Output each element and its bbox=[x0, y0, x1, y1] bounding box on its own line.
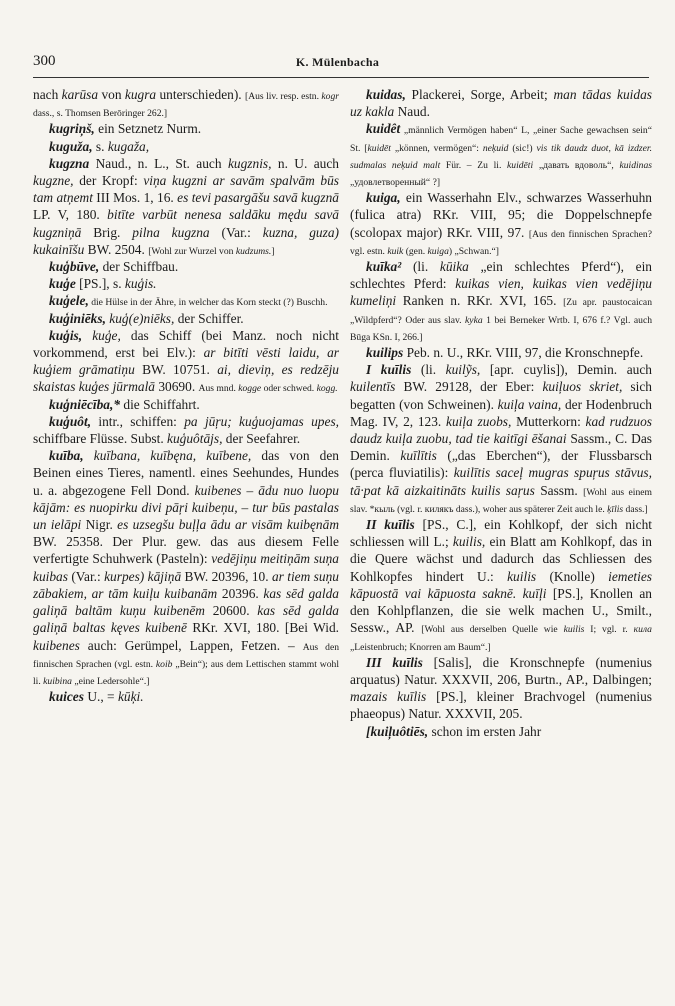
entry-text: [PS.], s. bbox=[75, 276, 125, 292]
dictionary-entry bbox=[350, 723, 652, 740]
entry-text: schiffbare Flüsse. Subst. bbox=[33, 431, 168, 447]
entry-text: schon im ersten Jahr bbox=[428, 723, 542, 739]
entry-text: kuģuôtājs, bbox=[167, 431, 223, 447]
entry-text: die Schiffahrt. bbox=[120, 396, 200, 412]
entry-text: Für. ‒ Zu li. bbox=[440, 159, 508, 171]
dictionary-entry bbox=[33, 258, 339, 275]
header-rule bbox=[33, 77, 649, 78]
entry-text: kuilītis saceļ mugras spuŗus stāvus, tā·pat kā aizkaitināts kuilis saŗus bbox=[350, 465, 652, 498]
entry-text: „eine Ledersohle“.] bbox=[71, 675, 150, 687]
entry-text: RKr. XVI, 180. [Bei Wid. bbox=[186, 620, 339, 636]
entry-text: iemeties kāpuostā vai kāpuosta saknē. kuīļi bbox=[350, 568, 652, 601]
entry-text: unterschieden). bbox=[156, 87, 246, 102]
entry-text: viņa kugzni ar savām spalvām būs tam atņemt bbox=[33, 173, 339, 206]
dictionary-entry bbox=[33, 310, 339, 327]
entry-text: [Aus den finnischen Sprachen? vgl. estn. bbox=[350, 228, 652, 257]
entry-headword: kuģiniēks, bbox=[49, 310, 106, 326]
entry-text: (gen. bbox=[403, 245, 428, 257]
entry-text: kuiga bbox=[427, 245, 449, 257]
entry-headword: kuģuôt, bbox=[49, 413, 92, 429]
entry-text: kuzna, guza) bbox=[262, 224, 339, 240]
entry-text: ein Wasserhahn Elv., schwarzes Wasserhuhn (fulica atra) RKr. VIII, 95; die Doppelschnepfe (scolopax major) RKr. VIII, 97. bbox=[350, 190, 652, 240]
entry-text: [Wohl aus derselben Quelle wie bbox=[421, 624, 564, 636]
entry-text: BW. 20396, 10. bbox=[181, 568, 272, 584]
entry-text: der Schiffer. bbox=[174, 310, 244, 326]
entry-headword: kugriņš, bbox=[49, 121, 95, 137]
entry-text: кила bbox=[633, 624, 652, 636]
entry-text: ai, dieviņ, es redzēju skaistas kuģes jūrmalā bbox=[33, 362, 339, 395]
entry-text: mazais kuīlis bbox=[350, 689, 427, 705]
entry-text: „давать вдоволь“, bbox=[533, 159, 620, 171]
entry-text: kājiņā bbox=[147, 568, 182, 584]
entry-headword: kuģis, bbox=[49, 327, 83, 343]
entry-text: kukainīšu bbox=[33, 241, 85, 257]
entry-text: „Bein“); aus dem Lettischen stammt wohl li. bbox=[33, 658, 339, 687]
entry-text: vedējiņu meitiņām suņa kuibas bbox=[33, 551, 339, 584]
entry-text: kuikas vien, kuikas vien vedējiņu kumeliņi bbox=[350, 276, 652, 309]
entry-text: koib bbox=[155, 658, 173, 670]
entry-text: kugra bbox=[124, 87, 157, 102]
entry-text: [PS.], Knollen an den Kohlpflanzen, die sie welk machen U., Smilt., Sessw., AP. bbox=[350, 585, 652, 636]
entry-text: s. bbox=[92, 138, 108, 154]
entry-text: der Kropf: bbox=[73, 173, 144, 189]
entry-headword: kugzna bbox=[49, 155, 90, 171]
entry-text: kas sēd galda galiņā baltām kuņu kuibenēm bbox=[33, 585, 339, 619]
entry-text: kas sēd galda galiņā baltas kęves kuibenē bbox=[33, 603, 339, 636]
entry-text: kuibina bbox=[43, 675, 72, 687]
entry-headword: kuilips bbox=[366, 345, 404, 361]
entry-headword: kuģele, bbox=[49, 293, 89, 309]
entry-text: ķīlis bbox=[607, 503, 624, 515]
entry-text: Peb. n. U., RKr. VIII, 97, die Kronschnepfe. bbox=[403, 345, 644, 361]
entry-text: kuībana, kuībęna, kuībene, bbox=[93, 448, 252, 464]
entry-text: von bbox=[98, 87, 125, 102]
entry-text: [Wohl aus einem slav. *кыль (vgl. r. килякъ dass.), woher aus späterer Zeit auch le. bbox=[350, 486, 652, 515]
entry-text: ein Setznetz Nurm. bbox=[94, 121, 202, 137]
right-column bbox=[350, 86, 652, 740]
entry-text: Ranken n. RKr. XVI, 165. bbox=[396, 293, 564, 309]
entry-text: oder schwed. bbox=[261, 383, 317, 395]
entry-text: kūika bbox=[439, 259, 469, 275]
entry-text: BW. 10751. bbox=[134, 362, 218, 378]
entry-text: kugzne, bbox=[33, 173, 74, 189]
entry-text: die Hülse in der Ähre, in welcher das Korn steckt (?) Buschh. bbox=[88, 297, 328, 309]
dictionary-entry bbox=[350, 120, 652, 189]
entry-text: ein Blatt am Kohlkopf, das in die Quere wächst und dadurch das Schliessen des Kohlkopfes hindert U.: bbox=[350, 534, 653, 584]
dictionary-entry bbox=[33, 292, 339, 309]
entry-text: kugznis, bbox=[227, 155, 272, 171]
entry-text: 30690. bbox=[155, 379, 199, 395]
entry-text: der Hodenbruch Mag. IV, 2, 123. bbox=[350, 396, 652, 429]
entry-text: kuiļuos skriet, bbox=[542, 379, 623, 395]
entry-headword: kuidas, bbox=[366, 87, 406, 102]
entry-text: ) „Schwan.“] bbox=[448, 245, 499, 257]
dictionary-entry bbox=[33, 396, 339, 413]
entry-text: das Schiff (bei Manz. noch nicht vorkommend, erst bei Elv.): bbox=[33, 327, 339, 361]
dictionary-entry bbox=[33, 413, 339, 447]
entry-headword: kuguža, bbox=[49, 138, 93, 154]
entry-text: [Aus liv. resp. estn. bbox=[245, 91, 322, 102]
entry-text: dass.] bbox=[623, 503, 648, 515]
entry-headword: kuģe bbox=[49, 276, 76, 292]
entry-text: „ein schlechtes Pferd“), ein schlechtes Pferd: bbox=[350, 259, 652, 292]
dictionary-entry bbox=[33, 327, 339, 396]
dictionary-entry bbox=[350, 654, 652, 723]
entry-text: nach bbox=[33, 87, 62, 102]
entry-text: kuilis, bbox=[452, 534, 486, 550]
entry-text: das von den Beinen eines Tieres, namentl. eines Seehundes, Hundes u. a. abgezogene Fell Dond. bbox=[33, 448, 339, 498]
entry-headword: [kuiļuôtiēs, bbox=[366, 723, 429, 739]
entry-text: („das Eberchen“), der Flussbarsch (perca fluviatilis): bbox=[350, 448, 653, 481]
entry-headword: I kuīlis bbox=[366, 362, 412, 378]
dictionary-entry bbox=[33, 120, 339, 137]
entry-text: [Zu apr. paustocaican „Wildpferd“? Oder aus slav. bbox=[350, 297, 652, 326]
entry-text: kuīlītis bbox=[400, 448, 437, 464]
left-column bbox=[33, 86, 339, 705]
entry-text: auch: Gerümpel, Lappen, Fetzen. ‒ bbox=[79, 637, 303, 653]
entry-text: dass., s. Thomsen Berōringer 262.] bbox=[33, 108, 168, 120]
entry-text: „Leistenbruch; Knorren am Baum“.] bbox=[350, 641, 491, 653]
entry-text: kūķi. bbox=[117, 689, 144, 705]
entry-text: Brig. bbox=[81, 224, 133, 240]
entry-text: man tādas kuidas uz kakla bbox=[350, 87, 652, 120]
entry-text: der Seefahrer. bbox=[222, 431, 301, 447]
entry-headword: II kuīlis bbox=[366, 517, 415, 533]
entry-text: (Var.: bbox=[67, 568, 105, 584]
entry-text: kuik bbox=[387, 245, 404, 257]
entry-text: pa jūŗu; kuģuojamas upes, bbox=[184, 413, 339, 429]
entry-headword: kuība, bbox=[49, 448, 84, 464]
entry-headword: kuīka² bbox=[366, 259, 402, 275]
entry-text: U., = bbox=[83, 689, 118, 705]
entry-text: kuģ(e)niēks, bbox=[109, 310, 175, 326]
entry-text: ar tiem suņu zābakiem, ar tām kuiļu kuibanām bbox=[33, 568, 339, 601]
entry-text: bitīte varbūt nenesa saldāku mędu savā kugzniņā bbox=[33, 207, 339, 240]
entry-headword: kuiga, bbox=[366, 190, 401, 206]
entry-text: Mutterkorn: bbox=[511, 413, 586, 429]
entry-text: n. U. auch bbox=[271, 155, 339, 171]
entry-text: I; vgl. r. bbox=[584, 624, 634, 636]
entry-text: es uzsegšu buļļa ādu ar visām kuibęnām bbox=[117, 517, 339, 533]
page-number: 300 bbox=[33, 53, 56, 69]
entry-text: [PS.], kleiner Brachvogel (numenius phaeopus) Natur. XXXVII, 205. bbox=[350, 689, 652, 722]
entry-headword: III kuīlis bbox=[366, 654, 423, 670]
entry-text: kuiļa vaina, bbox=[497, 396, 562, 412]
entry-text: [PS., C.], ein Kohlkopf, der sich nicht schliessen will L.; bbox=[350, 517, 652, 550]
dictionary-entry bbox=[33, 155, 339, 258]
dictionary-entry bbox=[350, 361, 652, 516]
entry-text: kuilentīs bbox=[350, 379, 396, 395]
entry-headword: kuices bbox=[49, 689, 84, 705]
entry-text: kuilỹs, bbox=[445, 362, 481, 378]
entry-text: kudzums. bbox=[235, 245, 272, 257]
entry-headword: kuģbūve, bbox=[49, 259, 100, 275]
entry-text bbox=[84, 448, 94, 463]
dictionary-entry bbox=[350, 189, 652, 258]
dictionary-entry bbox=[350, 258, 652, 344]
entry-text: kuiļa zuobs, bbox=[446, 413, 512, 429]
entry-text: (Knolle) bbox=[536, 568, 609, 584]
dictionary-entry bbox=[33, 275, 339, 292]
running-head: K. Mülenbacha bbox=[295, 55, 380, 69]
entry-text: (li. bbox=[401, 259, 440, 275]
entry-headword: kuģniēcība,* bbox=[49, 396, 121, 412]
entry-text: kyka bbox=[465, 314, 483, 326]
entry-text: kad rudzuos daudz kuiļa zuobu, tad tie kaitīgi ēšanai bbox=[350, 413, 653, 447]
entry-text: kuģe, bbox=[92, 327, 121, 343]
entry-text: kuibenes ‒ ādu nuo luopu kājām: es nuopirku divi pāŗi kuibeņu, ‒ tur būs pastalas un ielāpi bbox=[33, 482, 339, 533]
entry-text: 20396. bbox=[217, 585, 264, 601]
entry-text: Sassm. bbox=[534, 482, 584, 498]
dictionary-entry bbox=[350, 344, 652, 361]
entry-text: kuģis. bbox=[124, 276, 157, 292]
entry-text: [apr. cuylis]), Demin. auch bbox=[480, 362, 652, 378]
entry-headword: kuidêt bbox=[366, 121, 401, 137]
entry-text: „männlich Vermögen haben“ L, „einer Sache gewachsen sein“ St. [ bbox=[350, 125, 652, 154]
entry-text: LP. V, 180. bbox=[33, 207, 108, 223]
entry-text: (Var.: bbox=[209, 224, 263, 240]
entry-text: Aus den finnischen Sprachen (vgl. estn. bbox=[33, 641, 339, 670]
entry-text: karūsa bbox=[61, 87, 99, 102]
entry-text bbox=[82, 328, 92, 343]
entry-text: kogge bbox=[238, 383, 262, 395]
entry-text: es tevi pasargāšu savā kugznā bbox=[177, 190, 339, 206]
entry-text: BW. 29128, der Eber: bbox=[395, 379, 543, 395]
entry-text: Plackerei, Sorge, Arbeit; bbox=[405, 87, 554, 102]
entry-text: [Salis], die Kronschnepfe (numenius arquatus) Natur. XXXVII, 206, Burtn., AP., Dalbingen; bbox=[350, 654, 652, 687]
entry-text: vis tik daudz duot, kā izdzer. sudmalas neķuid malt bbox=[350, 142, 652, 171]
entry-text: neķuid bbox=[482, 142, 509, 154]
entry-text: Aus mnd. bbox=[198, 383, 239, 395]
dictionary-entry bbox=[33, 86, 339, 120]
entry-text: intr., schiffen: bbox=[91, 413, 185, 429]
entry-text: kuilis bbox=[563, 624, 585, 636]
entry-text: kugaža, bbox=[107, 138, 150, 154]
dictionary-entry bbox=[350, 516, 652, 654]
dictionary-entry bbox=[33, 138, 339, 155]
entry-text: 1 bei Berneker Wrtb. I, 676 f.? Vgl. auch Būga KSn. I, 266.] bbox=[350, 314, 652, 343]
entry-text: pilna kugzna bbox=[132, 224, 210, 240]
entry-text: [Wohl zur Wurzel von bbox=[148, 245, 236, 257]
entry-text: (sic!) bbox=[508, 142, 537, 154]
entry-text: „удовлетворенный“ ?] bbox=[350, 177, 441, 189]
entry-text: BW. 2504. bbox=[84, 241, 149, 257]
entry-text: ] bbox=[271, 245, 275, 257]
entry-text: kogr bbox=[321, 91, 340, 102]
entry-text: kuibenes bbox=[33, 637, 80, 653]
entry-text: kogg. bbox=[316, 383, 338, 395]
entry-text: 20600. bbox=[204, 603, 258, 619]
dictionary-entry bbox=[350, 86, 652, 120]
entry-text: Naud. bbox=[394, 104, 430, 120]
dictionary-entry bbox=[33, 688, 339, 705]
dictionary-entry bbox=[33, 447, 339, 688]
entry-text: kuidēti bbox=[507, 159, 534, 171]
entry-text: kuilis bbox=[507, 568, 537, 584]
entry-text: III Mos. 1, 16. bbox=[92, 190, 178, 206]
entry-text: Nigr. bbox=[81, 517, 118, 533]
entry-text: „können, vermögen“: bbox=[390, 142, 483, 154]
entry-text: Sassm., C. Das Demin. bbox=[350, 431, 652, 464]
entry-text: kuidinas bbox=[619, 159, 652, 171]
entry-text: Naud., n. L., St. auch bbox=[89, 155, 228, 171]
entry-text: der Schiffbau. bbox=[99, 259, 179, 275]
entry-text: BW. 25358. Der Plur. gew. das aus diesem Felle verfertigte Schuhwerk (Pasteln): bbox=[33, 534, 339, 567]
entry-text: kurpes) bbox=[104, 568, 145, 584]
entry-text: sich begatten (von Schweinen). bbox=[350, 379, 652, 412]
entry-text: ar bitīti vēsti laidu, ar kuģiem grāmatiņu bbox=[33, 345, 339, 378]
entry-text: kuidēt bbox=[367, 142, 391, 154]
entry-text: (li. bbox=[411, 362, 446, 378]
